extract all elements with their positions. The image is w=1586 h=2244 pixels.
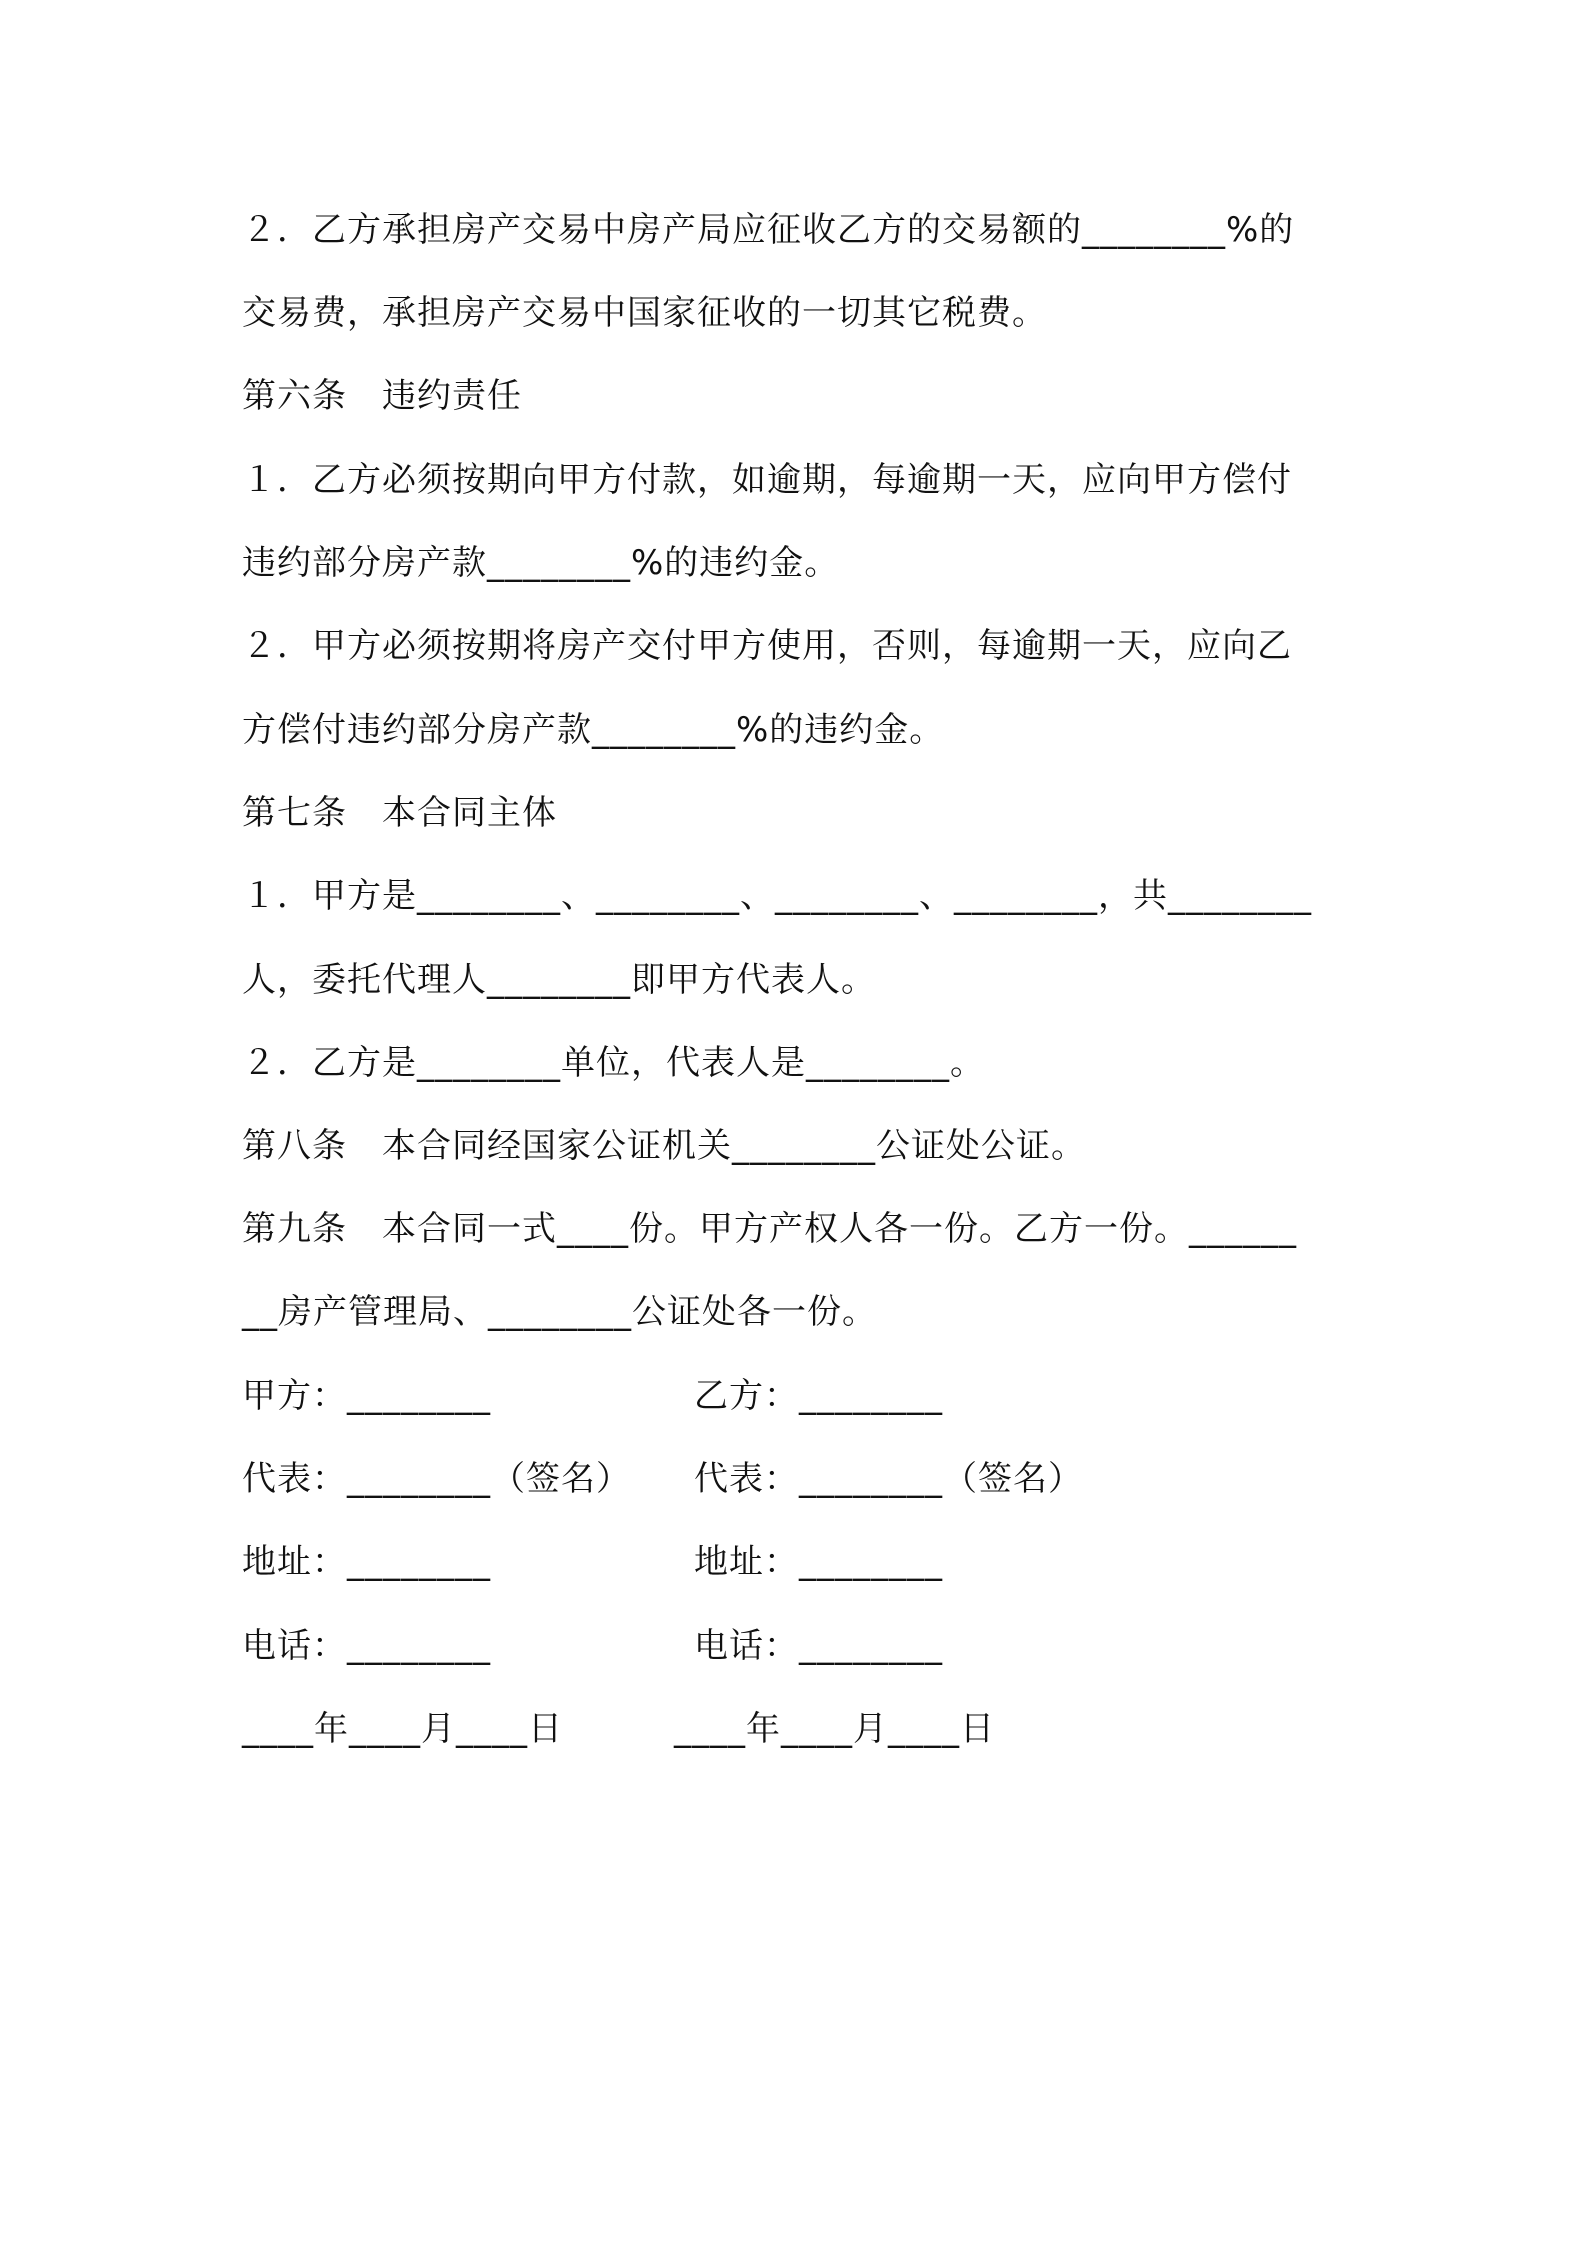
signature-row-party (242, 1374, 1362, 1418)
signature-row-phone (242, 1624, 1362, 1668)
phone-b: 电话：________ (694, 1626, 943, 1666)
clause-7-item-1-line-1: １．甲方是________、________、________、________，共________ (242, 876, 1312, 916)
party-a-label: 甲方：________ (242, 1376, 491, 1416)
clause-6-item-2-line-1: ２．甲方必须按期将房产交付甲方使用，否则，每逾期一天，应向乙 (242, 626, 1292, 666)
signature-row-date (242, 1707, 1362, 1751)
signature-row-address (242, 1540, 1362, 1584)
clause-7-heading: 第七条 本合同主体 (242, 793, 557, 833)
clause-8: 第八条 本合同经国家公证机关________公证处公证。 (242, 1126, 1086, 1166)
representative-b: 代表：________（签名） (694, 1459, 1083, 1499)
party-b-label: 乙方：________ (694, 1376, 943, 1416)
representative-a: 代表：________（签名） (242, 1459, 631, 1499)
clause-6-item-1-line-2: 违约部分房产款________%的违约金。 (242, 543, 840, 583)
date-a: ____年____月____日 (242, 1709, 563, 1749)
address-b: 地址：________ (694, 1542, 943, 1582)
clause-6-heading: 第六条 违约责任 (242, 376, 522, 416)
signature-row-representative (242, 1457, 1362, 1501)
clause-6-item-2-line-2: 方偿付违约部分房产款________%的违约金。 (242, 710, 945, 750)
clause-6-item-1-line-1: １．乙方必须按期向甲方付款，如逾期，每逾期一天，应向甲方偿付 (242, 460, 1292, 500)
clause-7-item-1-line-2: 人，委托代理人________即甲方代表人。 (242, 960, 876, 1000)
clause-9-line-1: 第九条 本合同一式____份。甲方产权人各一份。乙方一份。______ (242, 1209, 1297, 1249)
date-b: ____年____月____日 (674, 1709, 995, 1749)
address-a: 地址：________ (242, 1542, 491, 1582)
phone-a: 电话：________ (242, 1626, 491, 1666)
clause-5-item-2-line-1: ２．乙方承担房产交易中房产局应征收乙方的交易额的________%的 (242, 210, 1295, 250)
clause-9-line-2: __房产管理局、________公证处各一份。 (242, 1292, 877, 1332)
clause-5-item-2-line-2: 交易费，承担房产交易中国家征收的一切其它税费。 (242, 293, 1047, 333)
clause-7-item-2: ２．乙方是________单位，代表人是________。 (242, 1043, 985, 1083)
